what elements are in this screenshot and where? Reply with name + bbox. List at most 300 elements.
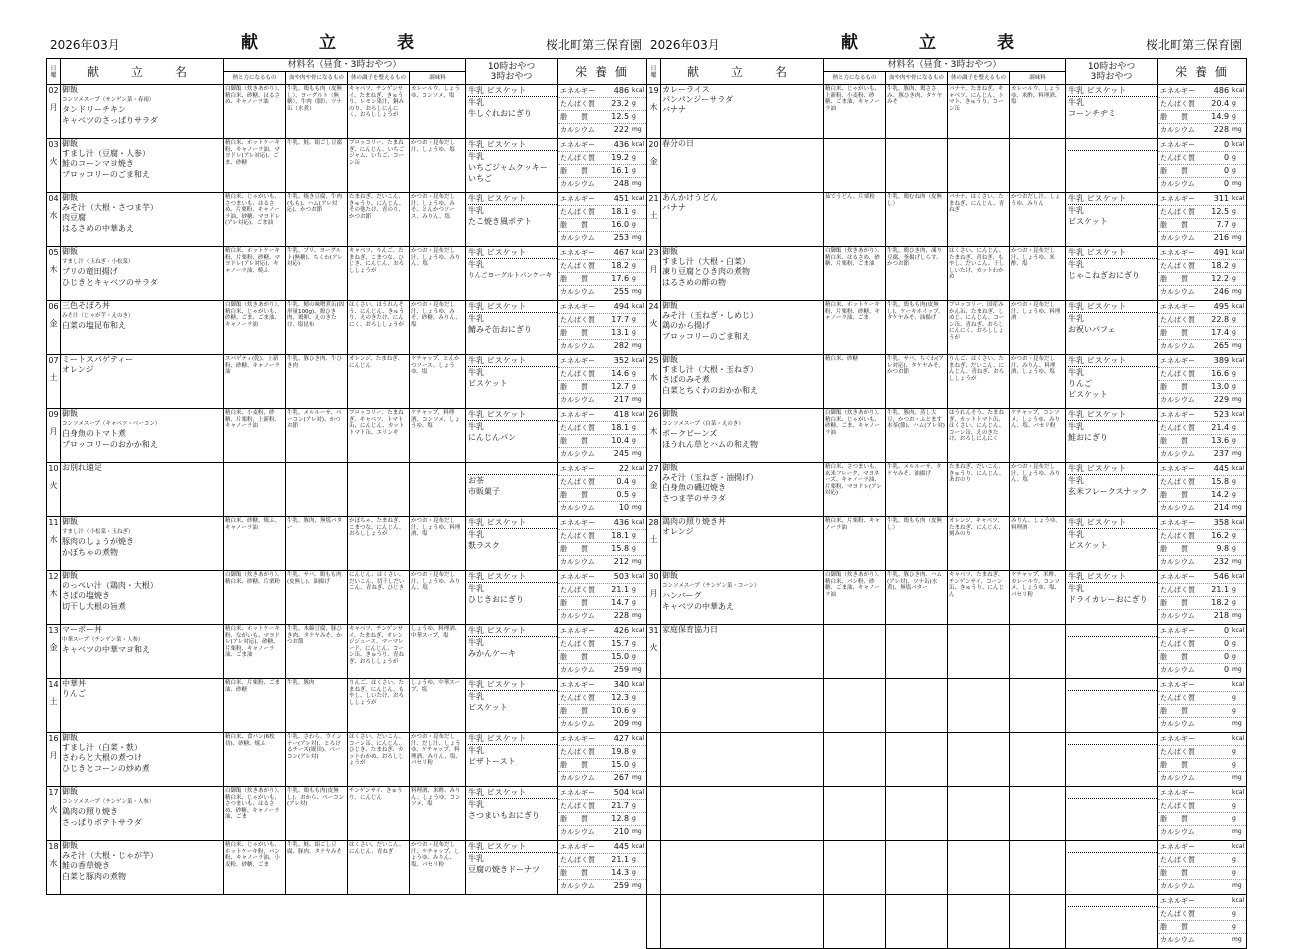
day-column-header: 日 曜 [647,59,661,85]
menu-item: 春分の日 [662,139,694,148]
energy-foods-cell [824,733,886,787]
day-row [47,85,647,139]
seasoning-cell: かつお・昆布だし汁、だし汁、しょうゆ、ケチャップ、料理酒、みりん、塩、パセリ粉 [410,733,466,787]
nutrient-unit: mg [1232,180,1242,187]
nutrient-value: 255 [613,287,630,296]
snack-item: 牛乳 [468,638,485,647]
snack-item: 牛乳 [1068,314,1085,323]
nutrient-value: 486 [1213,86,1230,95]
regulating-foods-cell: ほうれんそう、たまねぎ、カットトマト缶、はくさい、にんじん、コーン缶、えのきたけ、おろしにんにく [948,409,1010,463]
ingredients-column-header: 材料名（昼食・3時おやつ） [824,59,1066,72]
nutrition-cell [1158,787,1247,841]
nutrition-row [558,260,646,273]
nutrient-unit: mg [1232,450,1242,457]
snack-item: 牛乳 ビスケット [1068,193,1157,205]
day-number: 11 [48,518,59,527]
weekday-label: 土 [49,373,58,382]
nutrition-row [558,800,646,813]
day-row [647,571,1247,625]
nutrient-unit: g [1232,167,1236,174]
nutrition-row [558,422,646,435]
nutrition-row [1158,787,1246,800]
nutrient-unit: kcal [1232,843,1245,850]
seasoning-cell [1010,895,1066,949]
nutrition-row [1158,124,1246,136]
snack-item: 牛乳 [1068,530,1085,539]
body-building-foods-cell: 牛乳、豚肉、鶏ささみ、豚ひき肉、タケヤみそ [886,85,948,139]
nutrition-row [1158,638,1246,651]
nutrient-label: 脂 質 [1160,437,1189,445]
date-cell [47,463,61,517]
menu-item: 中華スープ（チンゲン菜・人参） [62,637,144,644]
nutrient-label: カルシウム [1160,504,1195,512]
nutrient-unit: g [632,113,636,120]
date-cell [47,517,61,571]
nutrient-unit: g [632,856,636,863]
nutrient-unit: g [632,100,636,107]
weekday-label: 月 [649,265,658,274]
nutrition-row [558,733,646,746]
energy-foods-cell: 白御飯（炊きあがり）、精白米、じゃがいも、砂糖、ごま、ごま油、キャノーラ油 [224,301,286,355]
nutrition-row [1158,921,1246,934]
nutrient-value: 259 [613,881,630,890]
nutrient-value: 12.3 [611,693,630,702]
snack-item: 牛乳 [468,692,485,701]
ingredients-column-header: 材料名（昼食・3時おやつ） [224,59,466,72]
nutrient-label: エネルギー [560,573,596,581]
day-row [47,193,647,247]
nutrition-cell [1158,85,1247,139]
nutrition-cell [558,247,647,301]
nutrient-label: 脂 質 [1160,167,1189,175]
day-number: 14 [48,680,59,689]
nutrition-row [1158,826,1246,838]
nutrient-value: 21.1 [1211,585,1230,594]
weekday-label: 金 [649,157,658,166]
menu-cell [661,409,824,463]
regulating-foods-cell: たまねぎ、だいこん、きゅうり、にんじん、その他たけ、青のり、かつお節 [348,193,410,247]
seasoning-cell: カレールウ、しょうゆ、コンソメ、塩 [410,85,466,139]
snack-item: お茶 [468,476,485,485]
weekday-label: 水 [49,859,58,868]
date-cell [647,787,661,841]
nutrient-unit: g [1232,437,1236,444]
nutrient-value: 12.2 [1211,274,1230,283]
nutrient-value: 22 [618,464,630,473]
weekday-label: 火 [649,319,658,328]
menu-item: 鮭のコーンマヨ焼き [62,159,134,169]
nutrient-unit: g [632,869,636,876]
nutrient-label: カルシウム [560,342,595,350]
body-building-foods-cell: 牛乳、焼き豆腐、牛肉(もも)、ハム(アレ対応)、かつお節 [286,193,348,247]
nutrition-row [558,489,646,502]
snack-cell [466,301,558,355]
day-row [647,139,1247,193]
snack-item: 牛乳 [468,206,485,215]
nutrition-cell [1158,625,1247,679]
snack-item: 牛乳 ビスケット [468,679,557,691]
nutrient-unit: g [1232,640,1236,647]
snack-cell [1066,517,1158,571]
menu-item: 白菜とちくわのおかか和え [662,385,758,395]
nutrition-row [558,193,646,206]
nutrient-value: 15.8 [611,544,630,553]
snack-item: 牛乳 ビスケット [468,139,557,151]
energy-foods-cell [824,787,886,841]
nutrition-row [1158,759,1246,772]
menu-cell [661,301,824,355]
snack-cell [1066,679,1158,733]
nutrient-label: たんぱく質 [560,802,596,810]
nutrient-unit: g [1232,113,1236,120]
nutrition-row [558,273,646,286]
nutrient-value: 12.7 [611,382,630,391]
nutrient-value: 10 [618,503,630,512]
nutrition-row [1158,111,1246,124]
menu-item: 白菜の塩昆布和え [62,321,126,331]
nutrient-label: たんぱく質 [1160,802,1196,810]
nutrient-unit: g [632,815,636,822]
nutrition-cell [558,139,647,193]
nutrient-label: 脂 質 [560,437,589,445]
day-row [47,733,647,787]
day-column-header: 日 曜 [47,59,61,85]
date-cell [47,625,61,679]
menu-cell [661,625,824,679]
nutrient-label: 脂 質 [560,383,589,391]
nutrition-row [558,880,646,892]
energy-foods-cell [224,463,286,517]
snack-item: 牛乳 [468,422,485,431]
menu-cell [61,517,224,571]
nutrient-label: エネルギー [1160,573,1196,581]
page-title: 献 立 表 [241,33,436,53]
nutrient-label: たんぱく質 [1160,478,1196,486]
nutrient-label: エネルギー [560,789,596,797]
snack-item: 玄米フレークスナック [1068,487,1148,496]
nutrient-unit: g [632,329,636,336]
nutrient-value: 20.4 [1211,99,1230,108]
nutrient-label: 脂 質 [1160,923,1189,931]
energy-foods-cell: 白御飯（炊きあがり）、精白米、じゃがいも、さつまいも、はるさめ、砂糖、キャノーラ油、ごま [224,787,286,841]
snack-item: 牛乳 ビスケット [468,571,557,583]
snack-item [1068,895,1157,907]
nutrient-value: 494 [613,302,630,311]
seasoning-cell: かつお・昆布だし汁、しょうゆ、料理酒、塩 [410,517,466,571]
nutrient-label: 脂 質 [1160,383,1189,391]
nutrition-row [558,867,646,880]
menu-item: お別れ遠足 [62,463,102,472]
nutrient-label: エネルギー [1160,87,1196,95]
nutrient-label: 脂 質 [1160,869,1189,877]
menu-cell [661,139,824,193]
nutrition-row [1158,746,1246,759]
menu-item: 御飯 [62,409,78,418]
nutrient-unit: g [632,694,636,701]
day-row [647,841,1247,895]
nutrition-cell [1158,679,1247,733]
nutrient-label: 脂 質 [1160,329,1189,337]
nutrition-cell [1158,139,1247,193]
nutrient-label: エネルギー [1160,195,1196,203]
menu-item: 白菜と豚肉の煮物 [62,871,126,881]
nutrition-cell [1158,193,1247,247]
nutrition-row [558,124,646,136]
energy-foods-cell: 白御飯（炊きあがり）、精白米、砂糖、はるさめ、キャノーラ油 [224,85,286,139]
nutrient-value: 0 [1223,639,1230,648]
regulating-foods-cell [348,463,410,517]
nutrient-label: たんぱく質 [560,478,596,486]
nutrient-unit: g [1232,316,1236,323]
energy-foods-cell: 白御飯（炊きあがり）、精白米、パン粉、砂糖、ごま油、キャノーラ油 [824,571,886,625]
nutrient-label: エネルギー [560,735,596,743]
energy-foods-header: 熱と力になるもの [824,72,886,85]
nutrient-value: 486 [613,86,630,95]
menu-item: さつま芋のサラダ [662,493,726,503]
nutrient-value: 523 [1213,410,1230,419]
nutrient-label: 脂 質 [560,707,589,715]
nutrient-unit: kcal [632,465,645,472]
menu-item: ブロッコリーのごま和え [62,169,150,179]
day-number: 30 [648,572,659,581]
energy-foods-cell: 精白米、小麦粉、砂糖、片栗粉、上新粉、キャノーラ油 [224,409,286,463]
nutrient-value: 504 [613,788,630,797]
nutrition-row [1158,232,1246,244]
menu-item: すまし汁（大根・玉ねぎ） [662,365,758,375]
nutrition-cell [1158,409,1247,463]
nutrition-row [558,571,646,584]
nutrient-label: カルシウム [1160,288,1195,296]
school-name: 桜北町第三保育園 [1145,38,1242,52]
nutrition-row [558,206,646,219]
nutrient-label: エネルギー [1160,303,1196,311]
snack-item: 牛乳 [468,746,485,755]
energy-foods-cell: 精白米、じゃがいも、ホットケーキ粉、パン粉、キャノーラ油、小麦粉、砂糖、ごま [224,841,286,895]
nutrition-row [558,98,646,111]
menu-item: ほうれん草とハムの和え物 [662,439,758,449]
day-row [647,679,1247,733]
menu-item: はるさめの中華あえ [62,223,134,233]
regulating-foods-cell: はくさい、ほうれんそう、にんじん、きゅうり、えのきたけ、にんにく、おろししょうが [348,301,410,355]
menu-item: 家庭保育協力日 [662,625,718,634]
day-number: 17 [48,788,59,797]
nutrition-row [1158,355,1246,368]
menu-cell [661,355,824,409]
seasoning-cell: ケチャップ、コンソメ、しょうゆ、みりん、塩、パセリ粉 [1010,409,1066,463]
snack-item: じゃこねぎおにぎり [1068,271,1141,280]
nutrition-cell [558,625,647,679]
day-number: 02 [48,86,59,95]
nutrient-unit: g [632,167,636,174]
date-cell [47,571,61,625]
day-row [47,301,647,355]
body-building-foods-cell: 牛乳、鶏もも肉（皮無し） [886,517,948,571]
body-building-foods-cell: 牛乳、鶏もも肉(皮無し)、ケーキホイップ、タケヤみそ、油揚げ [886,301,948,355]
menu-item: 鮭の香草焼き [62,861,110,871]
regulating-foods-cell [948,679,1010,733]
nutrient-value: 0 [1223,665,1230,674]
weekday-label: 月 [49,751,58,760]
nutrition-row [558,502,646,514]
menu-cell [61,733,224,787]
nutrition-row [1158,664,1246,676]
nutrient-value: 352 [613,356,630,365]
menu-name-column-header: 献 立 名 [661,59,824,85]
menu-item: ブロッコリーのごま和え [662,331,750,341]
regulating-foods-cell: キャベツ、りんご、たまねぎ、こまつな、ひじき、にんじん、おろししょうが [348,247,410,301]
nutrient-label: 脂 質 [1160,599,1189,607]
day-row [647,247,1247,301]
nutrient-label: エネルギー [560,141,596,149]
nutrient-unit: kcal [632,843,645,850]
menu-item: 御飯 [662,463,678,472]
date-cell [47,787,61,841]
day-number: 10 [48,464,59,473]
nutrition-cell [558,841,647,895]
body-building-foods-cell: 牛乳、鶏もも肉（皮無し）、ヨーグルト（無糖）、牛肉（脚）、ツナ缶（水煮） [286,85,348,139]
regulating-foods-cell: バナナ、たまねぎ、キャベツ、にんじん、トマト、きゅうり、コーン缶 [948,85,1010,139]
nutrient-value: 451 [613,194,630,203]
nutrient-value: 19.8 [611,747,630,756]
date-cell [47,679,61,733]
energy-foods-cell [824,895,886,949]
nutrient-unit: mg [1232,828,1242,835]
seasoning-cell: 料理酒、米酢、みりん、しょうゆ、コンソメ、塩 [410,787,466,841]
nutrition-row [558,841,646,854]
nutrient-label: たんぱく質 [560,586,596,594]
nutrient-unit: mg [1232,342,1242,349]
nutrient-unit: g [632,221,636,228]
seasoning-cell [410,463,466,517]
weekday-label: 月 [49,103,58,112]
nutrient-unit: g [632,424,636,431]
nutrition-row [558,152,646,165]
day-row [47,355,647,409]
nutrition-row [1158,463,1246,476]
energy-foods-cell: 白御飯（炊きあがり）、精白米、はるさめ、砂糖、片栗粉、ごま油 [824,247,886,301]
seasoning-cell: かつお・昆布だし汁、しょうゆ、みりん、塩 [1010,463,1066,517]
snack-item: 牛乳 [1068,206,1085,215]
snack-cell [1066,301,1158,355]
day-row [647,625,1247,679]
nutrient-label: たんぱく質 [1160,370,1196,378]
nutrient-unit: g [1232,599,1236,606]
body-building-foods-cell: 牛乳、鮭、絹ごし豆腐、豚肉、タケヤみそ [286,841,348,895]
menu-cell [661,841,824,895]
menu-item: あんかけうどん [662,193,718,202]
weekday-label: 土 [49,697,58,706]
energy-foods-cell: 精白米、ホットケーキ粉、片栗粉、砂糖、マヨドレ(アレ対応)、キャノーラ油、焼ふ [224,247,286,301]
nutrient-value: 18.2 [611,261,630,270]
nutrient-value: 253 [613,233,630,242]
menu-cell [61,301,224,355]
nutrient-unit: g [1232,802,1236,809]
nutrient-unit: g [1232,100,1236,107]
date-cell [647,139,661,193]
nutrient-value: 12.8 [611,814,630,823]
day-row [647,409,1247,463]
snack-item: 市販菓子 [468,487,501,496]
nutrient-value: 229 [1213,395,1230,404]
energy-foods-cell: 精白米、ホットケーキ粉、片栗粉、砂糖、キャノーラ油、ごま [824,301,886,355]
nutrition-row [558,813,646,826]
day-number: 09 [48,410,59,419]
nutrient-label: たんぱく質 [1160,910,1196,918]
body-building-foods-cell: 牛乳、サバ、鶏もも肉(皮無し)、油揚げ [286,571,348,625]
nutrient-value: 0 [1223,179,1230,188]
nutrition-row [558,286,646,298]
nutrient-unit: g [1232,748,1236,755]
body-building-foods-cell: 牛乳、鯖の味噌煮缶(固形量100g)、鶏ひき肉、鶏卵、えのきたけ、塩昆布 [286,301,348,355]
menu-item: みそ汁（大根・さつま芋） [62,203,158,213]
nutrient-value: 14.9 [1211,112,1230,121]
nutrient-label: カルシウム [1160,180,1195,188]
nutrient-unit: g [632,653,636,660]
date-cell [647,301,661,355]
nutrient-label: エネルギー [560,249,596,257]
weekday-label: 火 [49,481,58,490]
nutrient-unit: mg [1232,504,1242,511]
seasoning-cell: かつお・昆布だし汁、しょうゆ、塩 [410,139,466,193]
nutrient-value: 21.1 [611,855,630,864]
menu-item: 御飯 [62,85,78,94]
nutrient-unit: g [632,478,636,485]
body-building-foods-cell: 牛乳、木綿豆腐、豚ひき肉、タケヤみそ、かつお節 [286,625,348,679]
menu-item: りんご [62,689,86,699]
body-building-foods-cell: 牛乳、メルルーサ、ベーコン(アレ対)、かつお節 [286,409,348,463]
menu-item: コンソメスープ（白菜・えのき） [662,421,744,428]
energy-foods-cell: 精白米、砂糖 [824,355,886,409]
nutrient-value: 21.4 [1211,423,1230,432]
nutrition-row [558,355,646,368]
body-building-foods-cell [886,139,948,193]
nutrient-unit: kcal [1232,357,1245,364]
nutrition-cell [1158,247,1247,301]
nutrition-row [1158,841,1246,854]
menu-cell [61,85,224,139]
nutrition-row [1158,895,1246,908]
nutrient-value: 218 [1213,611,1230,620]
nutrient-value: 18.2 [1211,598,1230,607]
menu-item: コンソメスープ（キャベツ・ベーコン） [62,421,161,428]
snack-column-header: 10時おやつ 3時おやつ [466,59,558,85]
nutrient-unit: g [632,707,636,714]
nutrient-unit: g [632,586,636,593]
nutrient-value: 23.2 [611,99,630,108]
nutrition-row [1158,247,1246,260]
weekday-label: 木 [49,265,58,274]
menu-item: すまし汁（玉ねぎ・小松菜） [62,259,134,266]
nutrient-unit: kcal [632,627,645,634]
seasoning-cell: かつおだし汁、しょうゆ、みりん [1010,193,1066,247]
nutrition-row [1158,489,1246,502]
nutrient-label: たんぱく質 [1160,316,1196,324]
nutrient-unit: g [1232,478,1236,485]
nutrition-row [1158,718,1246,730]
nutrient-unit: g [632,532,636,539]
energy-foods-cell [824,841,886,895]
energy-foods-cell: 精白米、片栗粉、キャノーラ油 [824,517,886,571]
snack-item: 牛乳 ビスケット [1068,571,1157,583]
nutrition-row [558,543,646,556]
nutrient-label: 脂 質 [560,329,589,337]
nutrient-label: カルシウム [560,828,595,836]
nutrition-row [558,638,646,651]
nutrition-row [1158,813,1246,826]
snack-cell [1066,571,1158,625]
snack-item [1068,787,1157,799]
nutrient-unit: g [1232,383,1236,390]
